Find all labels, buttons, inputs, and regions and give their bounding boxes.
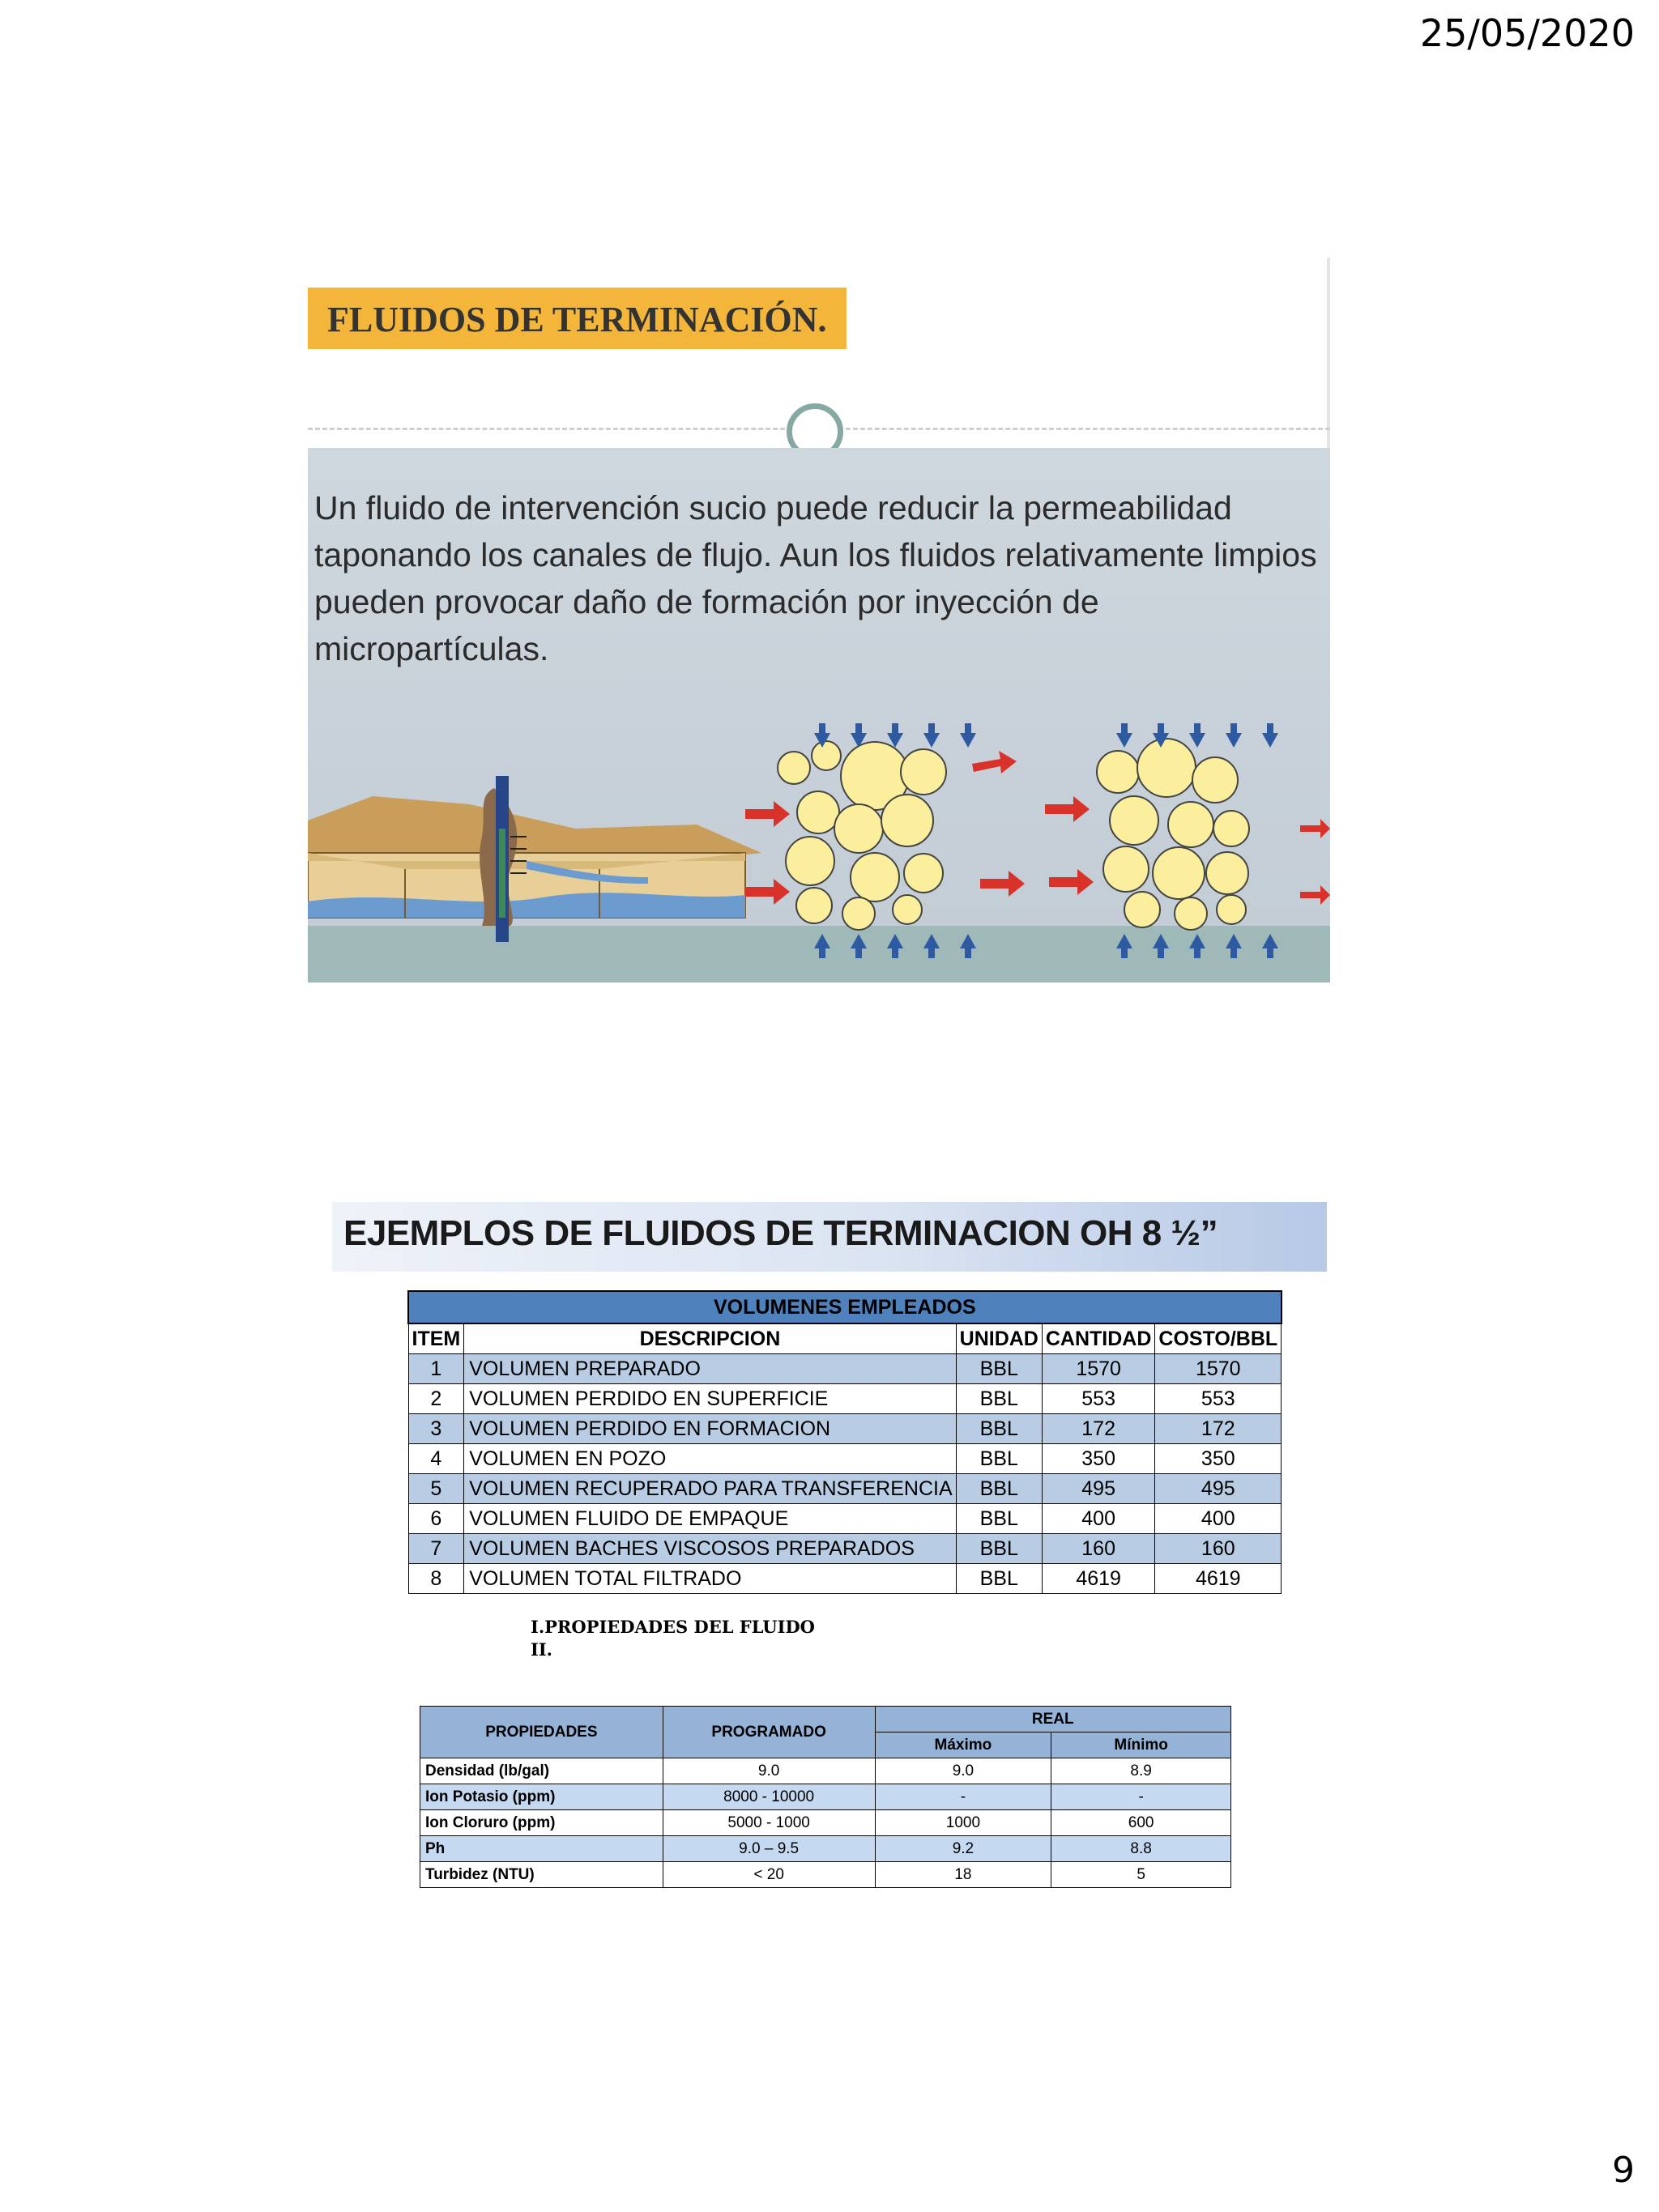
table-row <box>420 1862 1231 1888</box>
section-title: EJEMPLOS DE FLUIDOS DE TERMINACION OH 8 ½” <box>343 1213 1218 1253</box>
content-panel <box>308 448 1330 982</box>
page-number: 9 <box>1612 2150 1635 2191</box>
cell-unidad: BBL <box>956 1534 1042 1564</box>
col-header-unidad: UNIDAD <box>956 1323 1042 1354</box>
volumes-table-caption: VOLUMENES EMPLEADOS <box>408 1291 1282 1323</box>
cell-programado: < 20 <box>663 1862 875 1888</box>
col-header-maximo: Máximo <box>875 1733 1051 1758</box>
cell-maximo: 1000 <box>875 1810 1051 1836</box>
cell-minimo: - <box>1051 1784 1231 1810</box>
cell-item: 1 <box>408 1354 464 1384</box>
page-date: 25/05/2020 <box>1419 11 1635 55</box>
cell-maximo: 18 <box>875 1862 1051 1888</box>
cell-cantidad: 160 <box>1042 1534 1155 1564</box>
cell-propiedad: Ion Cloruro (ppm) <box>420 1810 663 1836</box>
table-row <box>420 1784 1231 1810</box>
table-row <box>408 1534 1282 1564</box>
cell-item: 5 <box>408 1474 464 1504</box>
cell-unidad: BBL <box>956 1564 1042 1594</box>
cell-cantidad: 495 <box>1042 1474 1155 1504</box>
cell-unidad: BBL <box>956 1444 1042 1474</box>
table-row <box>420 1758 1231 1784</box>
cell-costo: 172 <box>1155 1414 1282 1444</box>
cell-descripcion: VOLUMEN PERDIDO EN FORMACION <box>464 1414 956 1444</box>
slide-title-box <box>308 288 847 349</box>
cell-propiedad: Turbidez (NTU) <box>420 1862 663 1888</box>
cell-cantidad: 4619 <box>1042 1564 1155 1594</box>
cell-minimo: 8.8 <box>1051 1836 1231 1862</box>
cell-unidad: BBL <box>956 1414 1042 1444</box>
cell-costo: 1570 <box>1155 1354 1282 1384</box>
grain-pack-plugged-icon <box>1097 739 1249 930</box>
cell-programado: 9.0 <box>663 1758 875 1784</box>
cell-item: 8 <box>408 1564 464 1594</box>
volumes-table-header-row <box>408 1323 1282 1354</box>
cell-minimo: 5 <box>1051 1862 1231 1888</box>
col-header-minimo: Mínimo <box>1051 1733 1231 1758</box>
grain-pack-clean-icon <box>778 741 946 930</box>
slide-title: FLUIDOS DE TERMINACIÓN. <box>327 300 827 339</box>
cell-costo: 4619 <box>1155 1564 1282 1594</box>
volumes-table <box>407 1290 1282 1594</box>
cell-maximo: 9.0 <box>875 1758 1051 1784</box>
cell-costo: 350 <box>1155 1444 1282 1474</box>
cell-item: 2 <box>408 1384 464 1414</box>
rock-block-icon <box>308 776 761 942</box>
col-header-propiedades: PROPIEDADES <box>420 1707 663 1758</box>
cell-propiedad: Densidad (lb/gal) <box>420 1758 663 1784</box>
properties-heading-line-2: II. <box>531 1639 552 1660</box>
col-header-programado: PROGRAMADO <box>663 1707 875 1758</box>
table-row <box>408 1444 1282 1474</box>
cell-item: 4 <box>408 1444 464 1474</box>
cell-descripcion: VOLUMEN EN POZO <box>464 1444 956 1474</box>
col-header-cantidad: CANTIDAD <box>1042 1323 1155 1354</box>
section-header <box>332 1202 1327 1272</box>
cell-programado: 5000 - 1000 <box>663 1810 875 1836</box>
table-row <box>408 1504 1282 1534</box>
cell-maximo: 9.2 <box>875 1836 1051 1862</box>
cell-costo: 553 <box>1155 1384 1282 1414</box>
cell-programado: 9.0 – 9.5 <box>663 1836 875 1862</box>
table-row <box>420 1810 1231 1836</box>
cell-descripcion: VOLUMEN PERDIDO EN SUPERFICIE <box>464 1384 956 1414</box>
slide-fluidos-de-terminacion <box>308 258 1330 982</box>
properties-table <box>420 1706 1231 1888</box>
cell-costo: 495 <box>1155 1474 1282 1504</box>
cell-unidad: BBL <box>956 1474 1042 1504</box>
properties-heading-line-1: I.PROPIEDADES DEL FLUIDO <box>531 1617 815 1637</box>
properties-heading <box>531 1616 815 1661</box>
cell-minimo: 600 <box>1051 1810 1231 1836</box>
cell-item: 6 <box>408 1504 464 1534</box>
cell-descripcion: VOLUMEN RECUPERADO PARA TRANSFERENCIA <box>464 1474 956 1504</box>
col-header-real: REAL <box>875 1707 1230 1733</box>
cell-descripcion: VOLUMEN FLUIDO DE EMPAQUE <box>464 1504 956 1534</box>
cell-item: 7 <box>408 1534 464 1564</box>
col-header-descripcion: DESCRIPCION <box>464 1323 956 1354</box>
col-header-item: ITEM <box>408 1323 464 1354</box>
cell-descripcion: VOLUMEN BACHES VISCOSOS PREPARADOS <box>464 1534 956 1564</box>
cell-propiedad: Ion Potasio (ppm) <box>420 1784 663 1810</box>
slide-body-text: Un fluido de intervención sucio puede reducir la permeabilidad taponando los canales de flujo. Aun los fluidos relativamente limpios pueden provocar daño de formación por inyección de micropartículas. <box>314 489 1317 667</box>
cell-programado: 8000 - 10000 <box>663 1784 875 1810</box>
cell-descripcion: VOLUMEN TOTAL FILTRADO <box>464 1564 956 1594</box>
table-row <box>408 1474 1282 1504</box>
table-row <box>408 1354 1282 1384</box>
cell-cantidad: 400 <box>1042 1504 1155 1534</box>
col-header-costo-bbl: COSTO/BBL <box>1155 1323 1282 1354</box>
cell-costo: 400 <box>1155 1504 1282 1534</box>
table-row <box>408 1384 1282 1414</box>
cell-cantidad: 553 <box>1042 1384 1155 1414</box>
cell-unidad: BBL <box>956 1504 1042 1534</box>
formation-damage-illustration <box>308 448 1330 982</box>
cell-costo: 160 <box>1155 1534 1282 1564</box>
cell-unidad: BBL <box>956 1384 1042 1414</box>
cell-minimo: 8.9 <box>1051 1758 1231 1784</box>
table-row <box>408 1564 1282 1594</box>
cell-cantidad: 172 <box>1042 1414 1155 1444</box>
cell-unidad: BBL <box>956 1354 1042 1384</box>
cell-cantidad: 350 <box>1042 1444 1155 1474</box>
cell-cantidad: 1570 <box>1042 1354 1155 1384</box>
cell-maximo: - <box>875 1784 1051 1810</box>
cell-descripcion: VOLUMEN PREPARADO <box>464 1354 956 1384</box>
cell-item: 3 <box>408 1414 464 1444</box>
table-row <box>420 1836 1231 1862</box>
table-row <box>408 1414 1282 1444</box>
cell-propiedad: Ph <box>420 1836 663 1862</box>
